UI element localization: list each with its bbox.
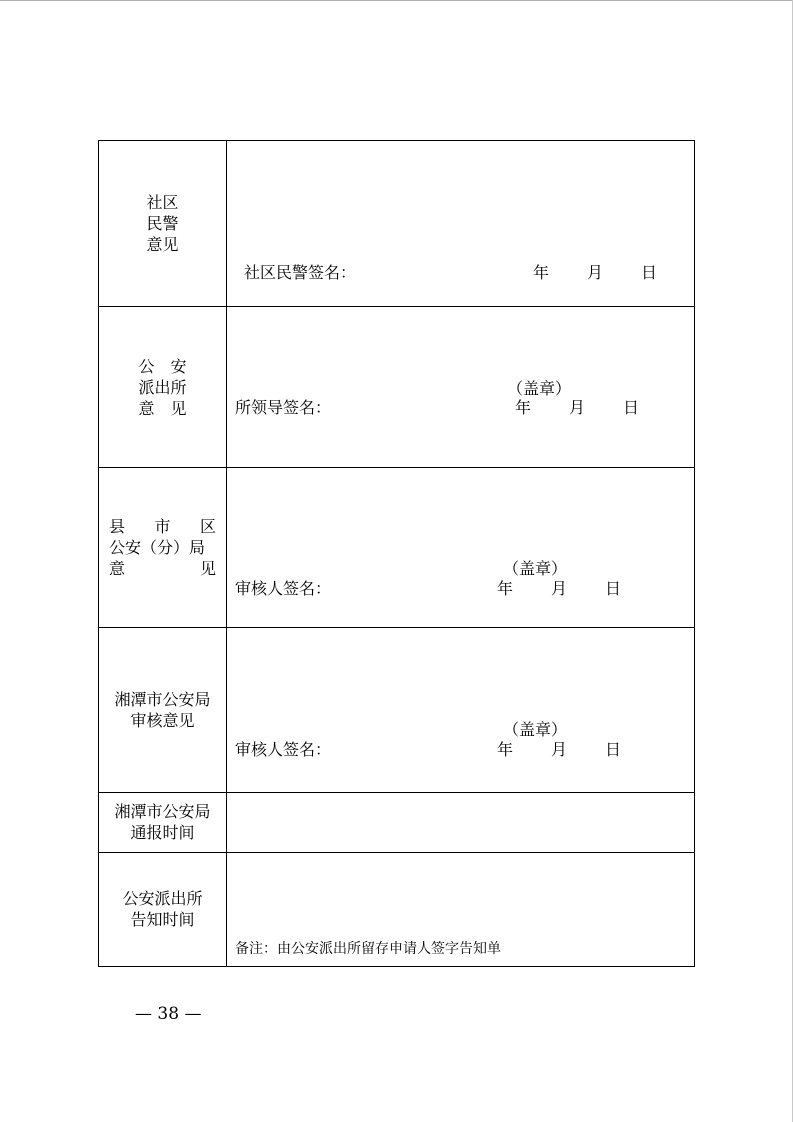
county-bureau-signature-label: 审核人签名：: [235, 579, 332, 598]
remark-note: 备注：由公安派出所留存申请人签字告知单: [235, 941, 501, 957]
month-label: 月: [551, 740, 568, 759]
content-cell-station-inform-time[interactable]: [227, 853, 695, 967]
row-community-police: [99, 141, 695, 307]
city-bureau-review-signature-label: 审核人签名：: [235, 740, 332, 759]
row-police-station: [99, 307, 695, 468]
month-label: 月: [569, 398, 586, 417]
label-cell-county-bureau: [99, 468, 227, 628]
row-city-bureau-notify-time: [99, 793, 695, 853]
page-number: — 38 —: [135, 1004, 202, 1024]
month-label: 月: [587, 263, 604, 282]
label-cell-city-bureau-notify-time: [99, 793, 227, 853]
county-bureau-label: 县 市 区 公安（分）局 意 见: [109, 517, 216, 578]
city-bureau-review-seal: （盖章）: [503, 720, 568, 739]
content-cell-city-bureau-review[interactable]: [227, 628, 695, 793]
year-label: 年: [497, 740, 514, 759]
city-bureau-notify-time-label: 湘潭市公安局 通报时间: [114, 802, 211, 842]
label-cell-city-bureau-review: [99, 628, 227, 793]
day-label: 日: [641, 263, 658, 282]
day-label: 日: [605, 579, 622, 598]
label-cell-police-station: [99, 307, 227, 468]
content-cell-county-bureau[interactable]: [227, 468, 695, 628]
police-station-label: 公 安 派出所 意 见: [138, 357, 187, 418]
row-city-bureau-review: [99, 628, 695, 793]
year-label: 年: [533, 263, 550, 282]
row-county-bureau: [99, 468, 695, 628]
city-bureau-review-label: 湘潭市公安局 审核意见: [114, 690, 211, 730]
year-label: 年: [497, 579, 514, 598]
day-label: 日: [623, 398, 640, 417]
content-cell-city-bureau-notify-time[interactable]: [227, 793, 695, 853]
police-station-signature-label: 所领导签名：: [235, 398, 332, 417]
day-label: 日: [605, 740, 622, 759]
station-inform-time-label: 公安派出所 告知时间: [122, 889, 203, 929]
community-police-signature-label: 社区民警签名：: [244, 263, 357, 282]
content-cell-community-police[interactable]: [227, 141, 695, 307]
police-station-seal: （盖章）: [507, 379, 572, 398]
county-bureau-seal: （盖章）: [503, 559, 568, 578]
row-station-inform-time: [99, 853, 695, 967]
label-cell-station-inform-time: [99, 853, 227, 967]
year-label: 年: [515, 398, 532, 417]
page-edge-top: [0, 0, 793, 1]
label-cell-community-police: [99, 141, 227, 307]
approval-form-table: [98, 140, 695, 967]
month-label: 月: [551, 579, 568, 598]
community-police-label: 社区 民警 意见: [146, 193, 179, 254]
content-cell-police-station[interactable]: [227, 307, 695, 468]
